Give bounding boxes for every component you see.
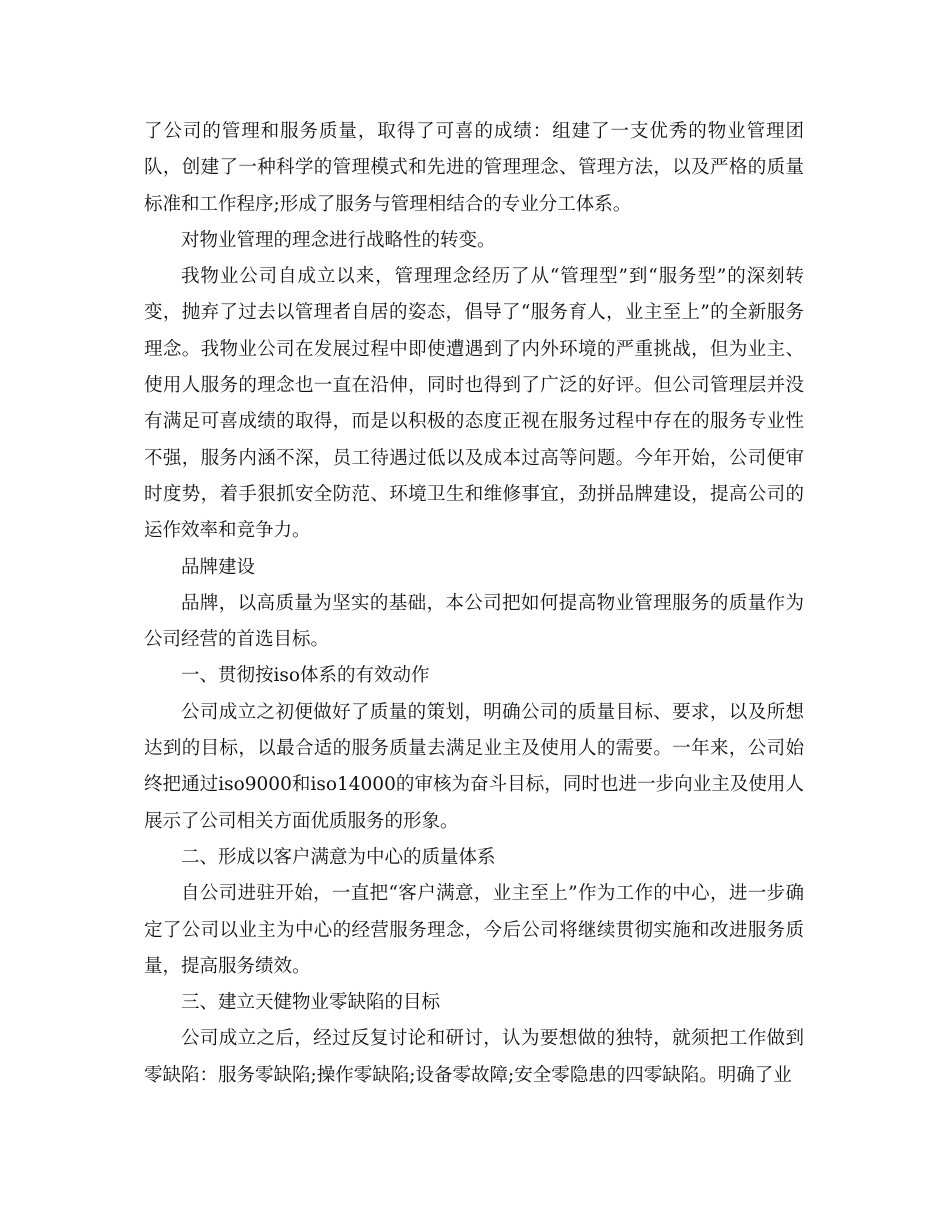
paragraph-concept-shift: 我物业公司自成立以来，管理理念经历了从“管理型”到“服务型”的深刻转变，抛弃了过去以管理者自居的姿态，倡导了“服务育人，业主至上”的全新服务理念。我物业公司在发展过程中即使遭遇到了内外环境的严重挑战，但为业主、使用人服务的理念也一直在沿伸，同时也得到了广泛的好评。但公司管理层并没有满足可喜成绩的取得，而是以积极的态度正视在服务过程中存在的服务专业性不强，服务内涵不深，员工待遇过低以及成本过高等问题。今年开始，公司便审时度势，着手狠抓安全防范、环境卫生和维修事宜，劲拼品牌建设，提高公司的运作效率和竞争力。 xyxy=(144,266,804,542)
heading-zero-defect: 三、建立天健物业零缺陷的目标 xyxy=(181,992,441,1014)
paragraph-brand: 品牌，以高质量为坚实的基础，本公司把如何提高物业管理服务的质量作为公司经营的首选目标。 xyxy=(144,592,804,651)
heading-brand: 品牌建设 xyxy=(181,556,256,578)
paragraph-continuation: 了公司的管理和服务质量，取得了可喜的成绩：组建了一支优秀的物业管理团队，创建了一种科学的管理模式和先进的管理理念、管理方法，以及严格的质量标准和工作程序;形成了服务与管理相结合的专业分工体系。 xyxy=(144,121,804,215)
paragraph-customer-satisfaction: 自公司进驻开始，一直把“客户满意，业主至上”作为工作的中心，进一步确定了公司以业主为中心的经营服务理念，今后公司将继续贯彻实施和改进服务质量，提高服务绩效。 xyxy=(144,883,804,977)
paragraph-zero-defect: 公司成立之后，经过反复讨论和研讨，认为要想做的独特，就须把工作做到零缺陷：服务零缺陷;操作零缺陷;设备零故障;安全零隐患的四零缺陷。明确了业 xyxy=(144,1028,804,1086)
document-page xyxy=(144,114,804,1094)
paragraph-iso: 公司成立之初便做好了质量的策划，明确公司的质量目标、要求，以及所想达到的目标，以最合适的服务质量去满足业主及使用人的需要。一年来，公司始终把通过iso9000和iso14000的审核为奋斗目标，同时也进一步向业主及使用人展示了公司相关方面优质服务的形象。 xyxy=(144,701,804,832)
heading-iso: 一、贯彻按iso体系的有效动作 xyxy=(181,665,430,687)
heading-concept-shift: 对物业管理的理念进行战略性的转变。 xyxy=(181,229,496,251)
heading-customer-satisfaction: 二、形成以客户满意为中心的质量体系 xyxy=(181,846,496,868)
